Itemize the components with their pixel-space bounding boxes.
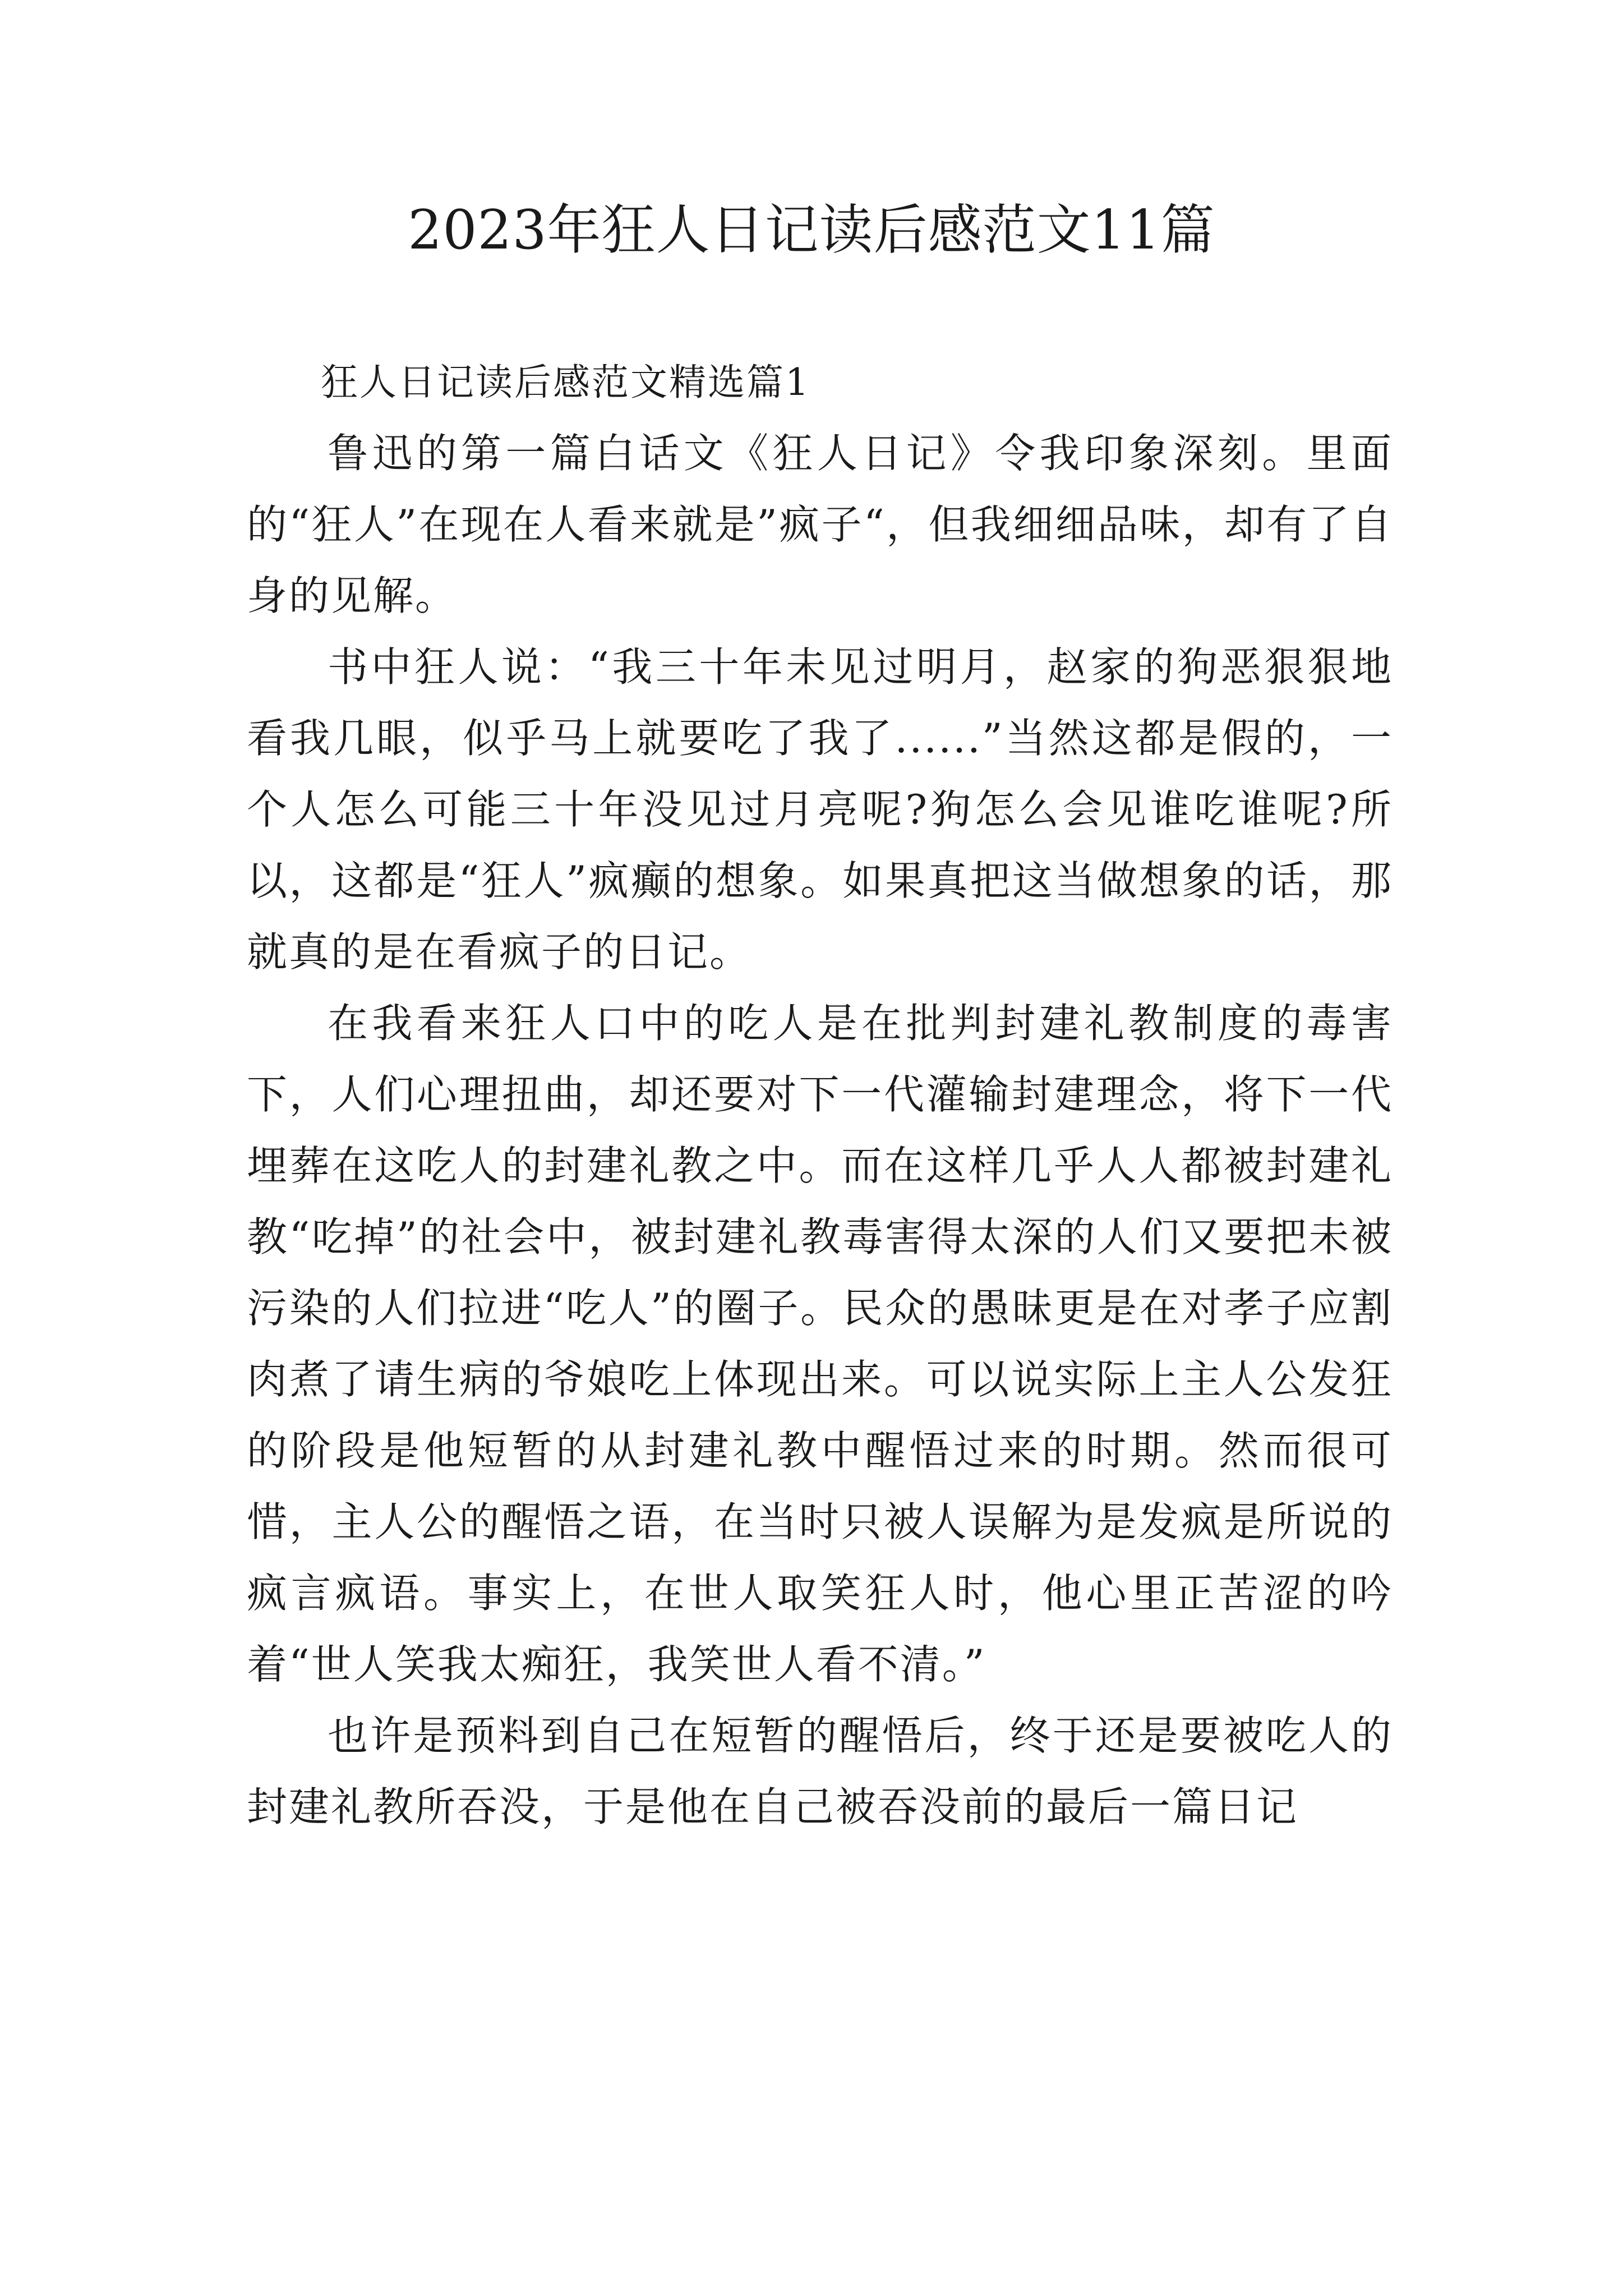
document-body [247,347,1393,1843]
paragraph: 也许是预料到自己在短暂的醒悟后，终于还是要被吃人的封建礼教所吞没，于是他在自己被吞没前的最后一篇日记 [247,1712,1393,1830]
section-heading: 狂人日记读后感范文精选篇1 [321,361,810,404]
paragraph: 鲁迅的第一篇白话文《狂人日记》令我印象深刻。里面的“狂人”在现在人看来就是”疯子“，但我细细品味，却有了自身的见解。 [247,430,1393,619]
paragraph: 在我看来狂人口中的吃人是在批判封建礼教制度的毒害下，人们心理扭曲，却还要对下一代灌输封建理念，将下一代埋葬在这吃人的封建礼教之中。而在这样几乎人人都被封建礼教“吃掉”的社会中，被封建礼教毒害得太深的人们又要把未被污染的人们拉进“吃人”的圈子。民众的愚昧更是在对孝子应割肉煮了请生病的爷娘吃上体现出来。可以说实际上主人公发狂的阶段是他短暂的从封建礼教中醒悟过来的时期。然而很可惜，主人公的醒悟之语，在当时只被人误解为是发疯是所说的疯言疯语。事实上，在世人取笑狂人时，他心里正苦涩的吟着“世人笑我太痴狂，我笑世人看不清。” [247,1000,1393,1688]
document-title: 2023年狂人日记读后感范文11篇 [408,199,1215,261]
paragraph: 书中狂人说：“我三十年未见过明月，赵家的狗恶狠狠地看我几眼，似乎马上就要吃了我了......”当然这都是假的，一个人怎么可能三十年没见过月亮呢?狗怎么会见谁吃谁呢?所以，这都是“狂人”疯癫的想象。如果真把这当做想象的话，那就真的是在看疯子的日记。 [247,643,1393,976]
